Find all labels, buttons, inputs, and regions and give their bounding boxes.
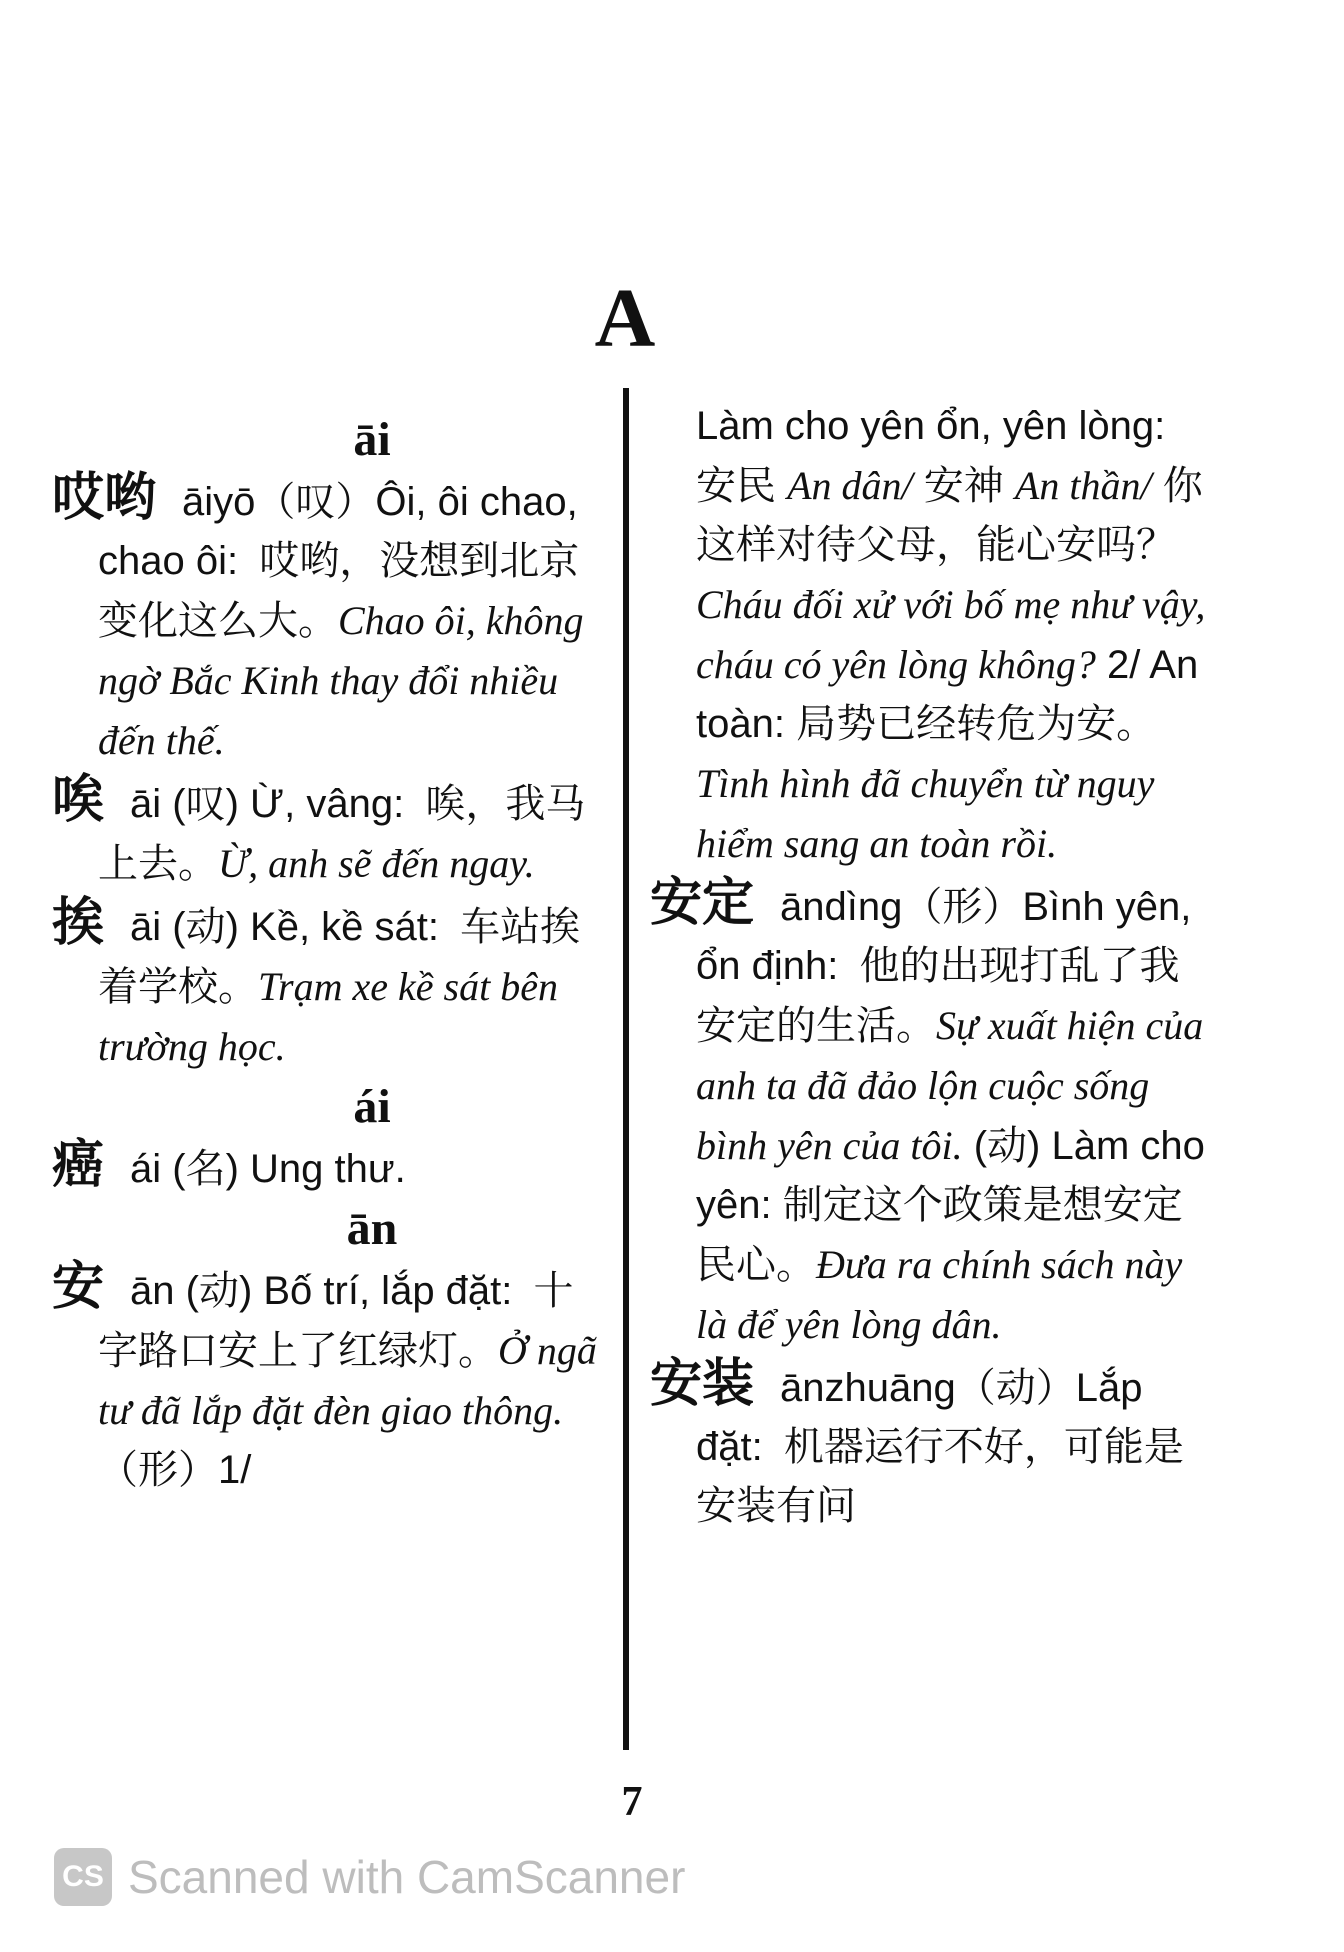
example-zh: 机器运行不好，可能是安装有问 [696,1425,1184,1528]
headword: 安装 [650,1355,755,1413]
example-vi: Trạm xe kề sát bên trường học. [98,964,558,1069]
definition: āi (叹) Ừ, vâng: [130,782,405,826]
example-vi: Ừ, anh sẽ đến ngay. [218,841,535,886]
example-zh: 他的出现打乱了我安定的生活。 [696,944,1180,1048]
column-divider [623,388,629,1750]
headword: 癌 [52,1136,105,1194]
camscanner-watermark [54,1848,685,1906]
pinyin-heading-an: ān [346,1202,398,1255]
example-zh: 哎哟，没想到北京变化这么大。 [98,539,580,643]
headword: 唉 [52,771,105,829]
definition: Làm cho yên ổn, yên lòng: [696,404,1166,448]
page-number: 7 [621,1779,643,1825]
example-vi: An dân/ [787,463,913,508]
entry-anding [650,874,1215,1355]
example-zh: 你这样对待父母，能心安吗？ [696,464,1203,567]
pinyin-heading-ai1: āi [353,413,391,466]
example-zh: 安神 [923,464,1004,508]
entry-aiyo [52,469,602,771]
definition: ānzhuāng（动）Lắp đặt: [696,1366,1143,1469]
entry-anzhuang [650,1355,1215,1536]
section-letter: A [594,272,656,365]
headword: 挨 [52,894,105,952]
example-vi: Sự xuất hiện của anh ta đã đảo lộn cuộc sống bình yên của tôi. [696,1003,1204,1168]
entry-an [52,1258,602,1500]
camscanner-logo-icon: CS [54,1848,112,1906]
definition: āndìng（形）Bình yên, ổn định: [696,885,1192,988]
example-zh: 车站挨着学校。 [98,905,581,1009]
example-vi: Đưa ra chính sách này là để yên lòng dân. [696,1242,1183,1347]
entry-ai-near [52,894,602,1077]
definition: ān (动) Bố trí, lắp đặt: [130,1269,513,1313]
example-vi: Tình hình đã chuyển từ nguy hiểm sang an toàn rồi. [696,761,1155,866]
example-zh: 制定这个政策是想安定民心。 [696,1183,1183,1287]
entry-ai-cancer [52,1136,602,1199]
headword: 哎哟 [52,469,157,527]
example-zh: 唉，我马上去。 [98,782,586,886]
example-zh: 十字路口安上了红绿灯。 [98,1269,574,1373]
pinyin-heading-ai2: ái [353,1080,391,1133]
definition: āiyō（叹）Ôi, ôi chao, chao ôi: [98,480,578,583]
definition: āi (动) Kề, kề sát: [130,905,439,949]
headword: 安 [52,1258,105,1316]
example-zh: 安民 [696,464,776,508]
example-vi: An thần/ [1014,463,1152,508]
example-vi: Ở ngã tư đã lắp đặt đèn giao thông. [98,1328,597,1433]
left-column [52,410,602,1500]
entry-an-continued [660,397,1215,874]
watermark-text: Scanned with CamScanner [128,1851,686,1903]
headword: 安定 [650,874,755,932]
definition: 2/ An toàn: [696,643,1199,746]
example-zh: 局势已经转危为安。 [796,702,1157,746]
definition: ái (名) Ung thư. [130,1147,406,1191]
right-column [650,397,1215,1536]
part-of-speech: （形）1/ [98,1448,252,1492]
definition: (动) Làm cho yên: [696,1124,1205,1227]
example-vi: Cháu đối xử với bố mẹ như vậy, cháu có yên lòng không? [696,582,1206,687]
example-vi: Chao ôi, không ngờ Bắc Kinh thay đổi nhiều đến thế. [98,598,584,763]
entry-ai-sigh [52,771,602,894]
